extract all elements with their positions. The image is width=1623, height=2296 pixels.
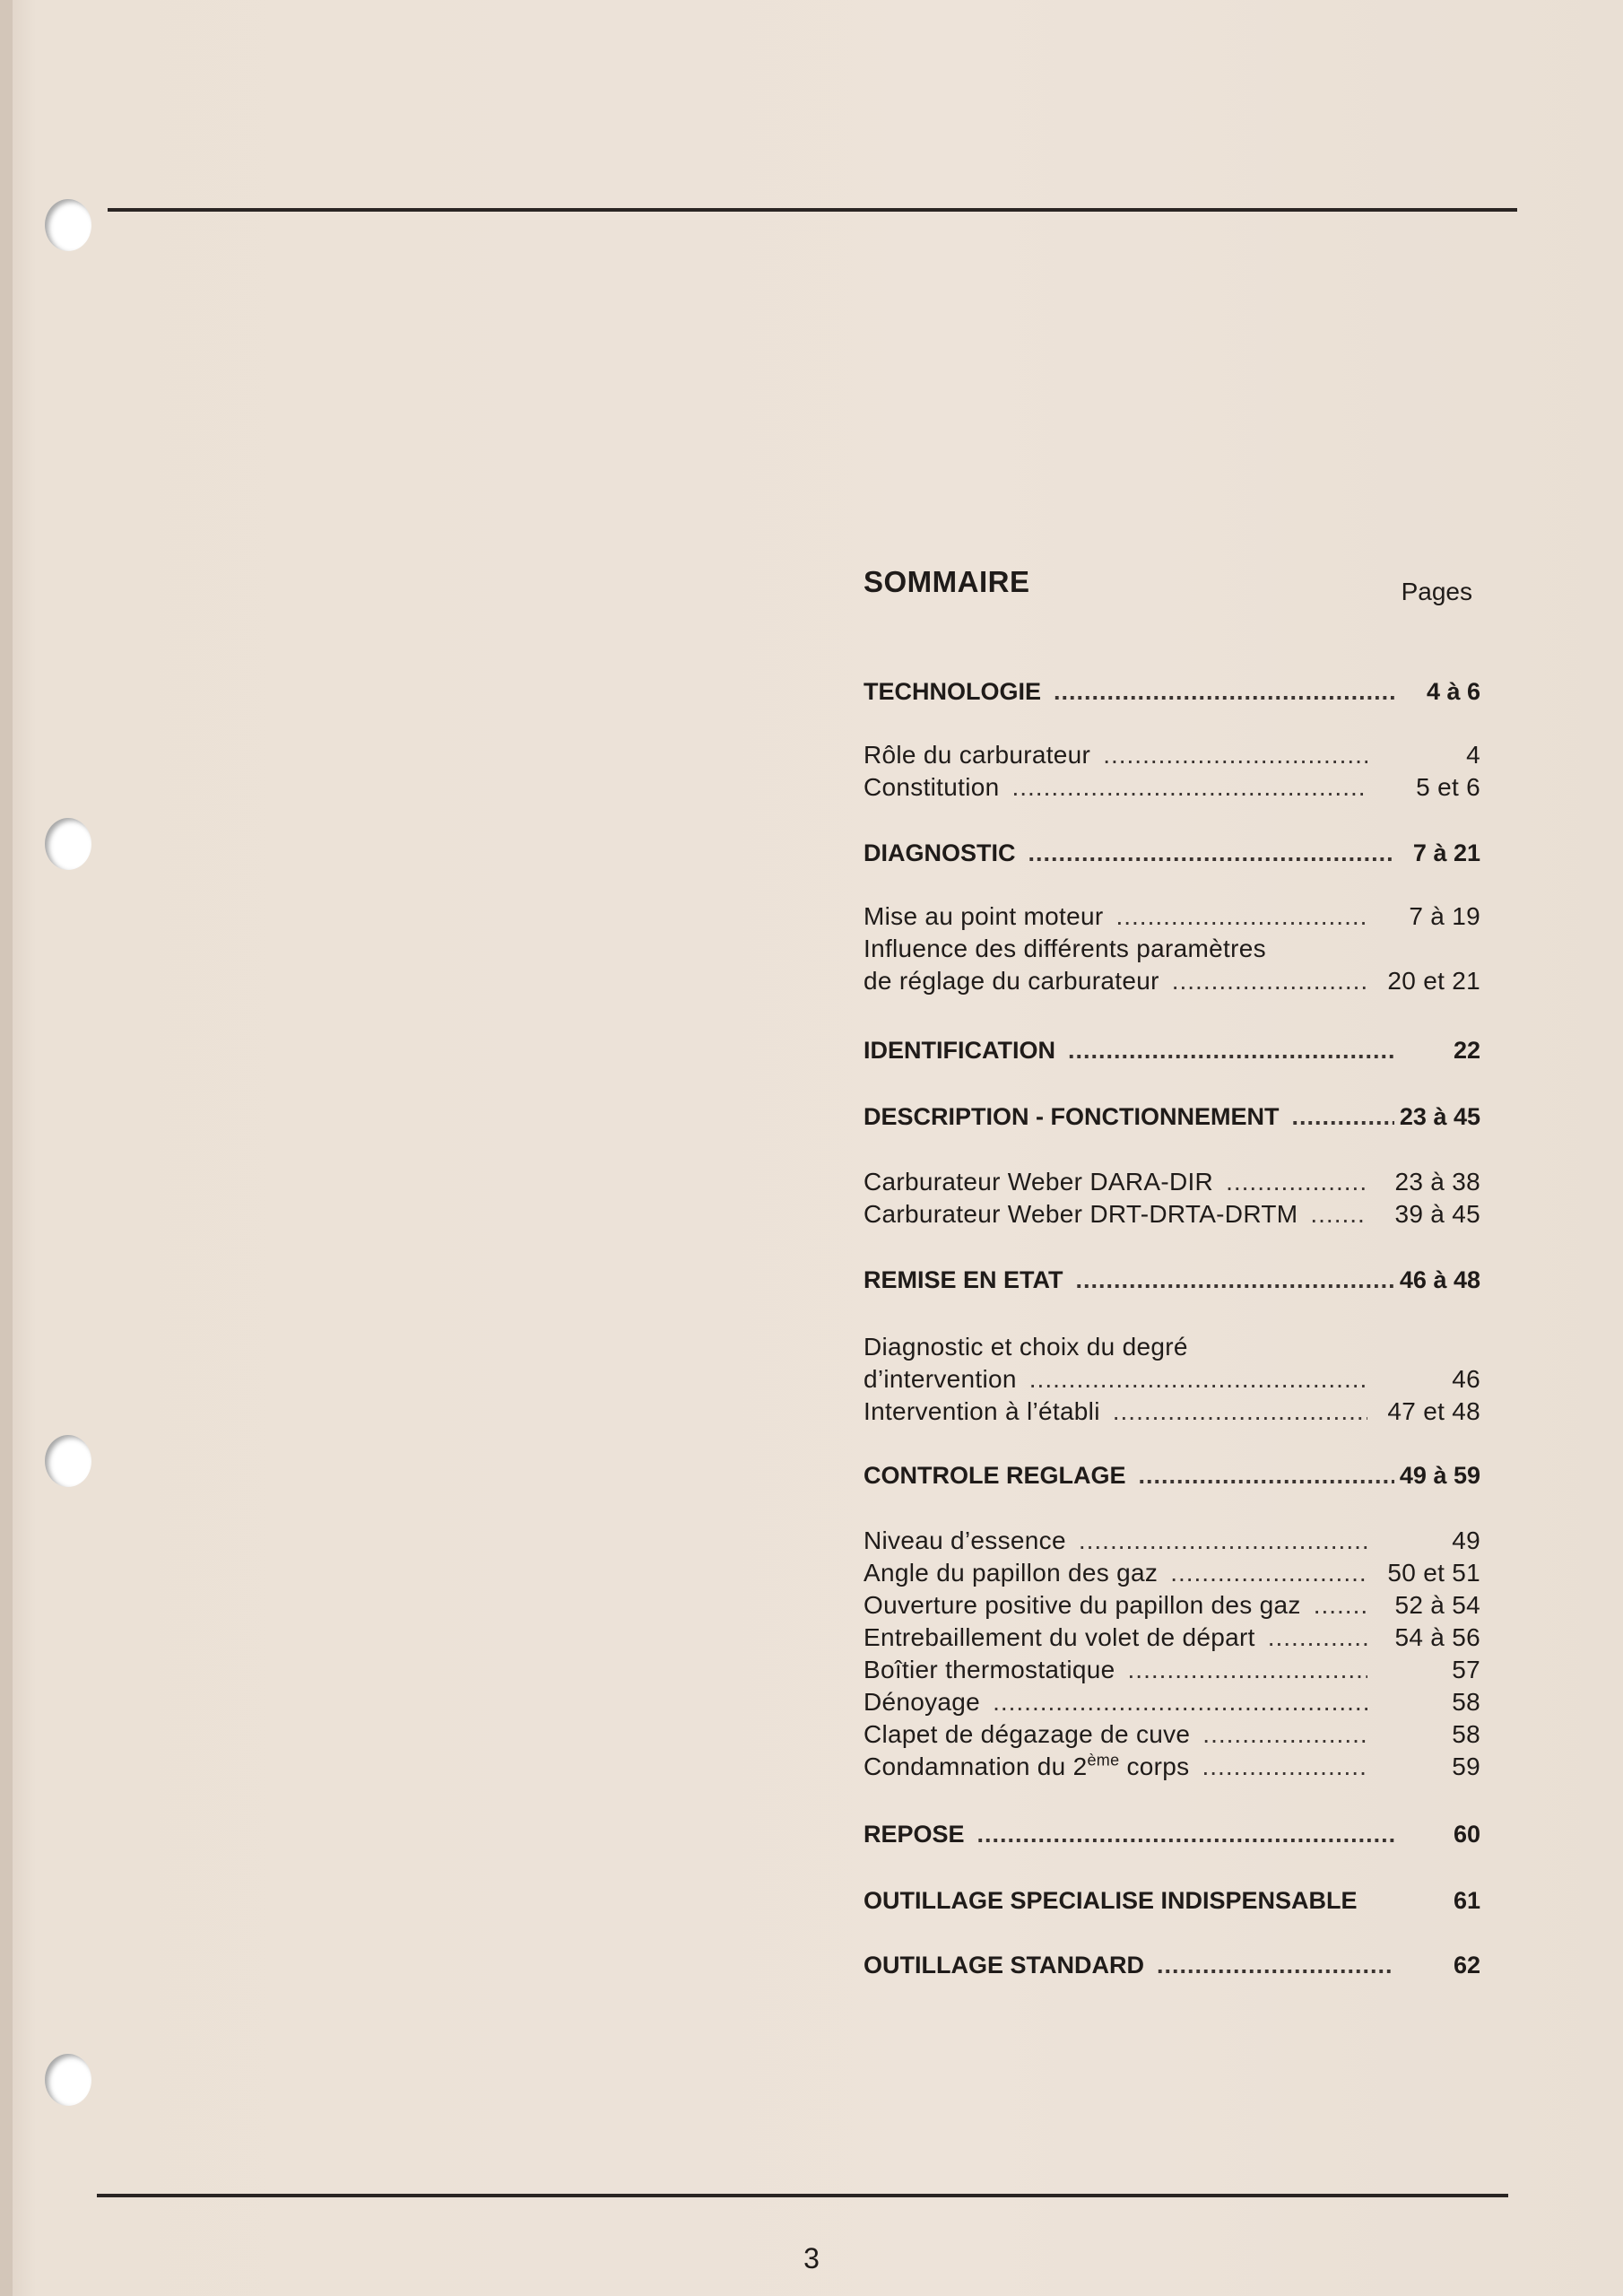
toc-leader-dots xyxy=(1139,1462,1394,1490)
toc-leader-dots xyxy=(1128,1656,1367,1684)
toc-page-ref: 58 xyxy=(1452,1688,1480,1716)
toc-item xyxy=(864,1333,1480,1367)
toc-label: DIAGNOSTIC xyxy=(864,839,1016,866)
toc-label: Diagnostic et choix du degré xyxy=(864,1333,1188,1361)
toc-page-ref: 47 et 48 xyxy=(1387,1397,1480,1425)
toc-label: OUTILLAGE STANDARD xyxy=(864,1952,1144,1979)
toc-item xyxy=(864,1720,1480,1754)
toc-page-ref: 23 à 45 xyxy=(1399,1103,1480,1130)
toc-section xyxy=(864,1103,1480,1137)
toc-item xyxy=(864,741,1480,775)
toc-item xyxy=(864,1623,1480,1657)
toc-page-ref: 62 xyxy=(1453,1952,1480,1979)
toc-leader-dots xyxy=(1172,967,1367,996)
toc-title: SOMMAIRE xyxy=(864,565,1030,598)
toc-page-ref: 58 xyxy=(1452,1720,1480,1748)
toc-label: TECHNOLOGIE xyxy=(864,678,1042,705)
toc-page-ref: 59 xyxy=(1452,1752,1480,1780)
punch-hole-3 xyxy=(45,1435,91,1487)
toc-leader-dots xyxy=(1068,1037,1394,1065)
toc-label: REPOSE xyxy=(864,1821,965,1848)
toc-label: Niveau d’essence xyxy=(864,1526,1066,1554)
toc-label: Rôle du carburateur xyxy=(864,741,1091,769)
toc-leader-dots xyxy=(1115,902,1367,931)
toc-leader-dots xyxy=(1079,1526,1367,1555)
toc-leader-dots xyxy=(1029,1365,1367,1394)
punch-hole-2 xyxy=(45,818,91,870)
toc-item xyxy=(864,1365,1480,1399)
toc-page-ref: 23 à 38 xyxy=(1394,1168,1480,1196)
toc-item xyxy=(864,1168,1480,1202)
toc-leader-dots xyxy=(1028,839,1394,867)
toc-leader-dots xyxy=(1292,1103,1394,1131)
toc-item xyxy=(864,1526,1480,1561)
toc-page-ref: 39 à 45 xyxy=(1394,1200,1480,1228)
punch-hole-4 xyxy=(45,2054,91,2106)
toc-label: Clapet de dégazage de cuve xyxy=(864,1720,1191,1748)
bottom-rule xyxy=(97,2194,1508,2197)
toc-label: Carburateur Weber DARA-DIR xyxy=(864,1168,1214,1196)
toc-leader-dots xyxy=(1202,1752,1367,1781)
toc-label: Mise au point moteur xyxy=(864,902,1104,930)
toc-label: Dénoyage xyxy=(864,1688,981,1716)
toc-leader-dots xyxy=(1103,741,1367,770)
toc-label: Condamnation du 2ème corps xyxy=(864,1751,1190,1780)
toc-page-ref: 57 xyxy=(1452,1656,1480,1683)
toc-item xyxy=(864,1591,1480,1625)
toc-label: IDENTIFICATION xyxy=(864,1037,1055,1064)
toc-leader-dots xyxy=(1310,1200,1367,1229)
toc-section xyxy=(864,1266,1480,1300)
toc-item xyxy=(864,1397,1480,1431)
toc-item xyxy=(864,902,1480,936)
toc-item xyxy=(864,1688,1480,1722)
toc-item xyxy=(864,1656,1480,1690)
toc-leader-dots xyxy=(993,1688,1367,1717)
toc-leader-dots xyxy=(1157,1952,1394,1979)
binding-edge xyxy=(0,0,13,2296)
toc-section xyxy=(864,839,1480,874)
toc-leader-dots xyxy=(1011,773,1367,802)
toc-label: Carburateur Weber DRT-DRTA-DRTM xyxy=(864,1200,1298,1228)
toc-page-ref: 4 xyxy=(1466,741,1480,769)
toc-page-ref: 60 xyxy=(1453,1821,1480,1848)
toc-page-ref: 50 et 51 xyxy=(1387,1559,1480,1587)
toc-leader-dots xyxy=(1226,1168,1367,1196)
toc-section xyxy=(864,678,1480,712)
toc-page-ref: 49 xyxy=(1452,1526,1480,1554)
punch-hole-1 xyxy=(45,199,91,251)
toc-label: Constitution xyxy=(864,773,1000,801)
toc-label: CONTROLE REGLAGE xyxy=(864,1462,1126,1489)
toc-item xyxy=(864,967,1480,1001)
top-rule xyxy=(108,208,1517,212)
toc-leader-dots xyxy=(1268,1623,1367,1652)
toc-page-ref: 46 xyxy=(1452,1365,1480,1393)
toc-label: REMISE EN ETAT xyxy=(864,1266,1063,1293)
toc-item xyxy=(864,935,1480,969)
page-number: 3 xyxy=(803,2242,820,2274)
toc-page-ref: 4 à 6 xyxy=(1426,678,1480,705)
toc-item xyxy=(864,773,1480,807)
toc-page-ref: 7 à 19 xyxy=(1409,902,1480,930)
toc-page-ref: 22 xyxy=(1453,1037,1480,1064)
toc-label: Boîtier thermostatique xyxy=(864,1656,1115,1683)
toc-section xyxy=(864,1952,1480,1986)
toc-leader-dots xyxy=(1076,1266,1394,1294)
toc-page-ref: 20 et 21 xyxy=(1387,967,1480,995)
toc-leader-dots xyxy=(977,1821,1394,1848)
toc-page-ref: 61 xyxy=(1453,1887,1480,1914)
toc-page-ref: 54 à 56 xyxy=(1394,1623,1480,1651)
toc-label: DESCRIPTION - FONCTIONNEMENT xyxy=(864,1103,1280,1130)
toc-leader-dots xyxy=(1314,1591,1367,1620)
toc-label: OUTILLAGE SPECIALISE INDISPENSABLE xyxy=(864,1887,1358,1914)
toc-label: de réglage du carburateur xyxy=(864,967,1159,995)
toc-leader-dots xyxy=(1113,1397,1367,1426)
toc-leader-dots xyxy=(1054,678,1394,706)
toc-label: Influence des différents paramètres xyxy=(864,935,1266,962)
toc-section xyxy=(864,1887,1480,1921)
toc-page-ref: 52 à 54 xyxy=(1394,1591,1480,1619)
toc-section xyxy=(864,1462,1480,1496)
toc-label: Ouverture positive du papillon des gaz xyxy=(864,1591,1301,1619)
toc-page-ref: 5 et 6 xyxy=(1416,773,1480,801)
toc-section xyxy=(864,1037,1480,1071)
toc-label: Angle du papillon des gaz xyxy=(864,1559,1159,1587)
toc-page-ref: 49 à 59 xyxy=(1399,1462,1480,1489)
toc-page-ref: 46 à 48 xyxy=(1399,1266,1480,1293)
toc-section xyxy=(864,1821,1480,1855)
toc-item xyxy=(864,1200,1480,1234)
toc-label: Entrebaillement du volet de départ xyxy=(864,1623,1255,1651)
toc-label: Intervention à l’établi xyxy=(864,1397,1100,1425)
toc-page-ref: 7 à 21 xyxy=(1412,839,1480,866)
toc-label: d’intervention xyxy=(864,1365,1017,1393)
toc-leader-dots xyxy=(1170,1559,1367,1587)
toc-item xyxy=(864,1752,1480,1787)
toc-header xyxy=(856,565,1484,610)
toc-pages-label: Pages xyxy=(1401,578,1472,605)
toc-item xyxy=(864,1559,1480,1593)
toc-leader-dots xyxy=(1202,1720,1367,1749)
